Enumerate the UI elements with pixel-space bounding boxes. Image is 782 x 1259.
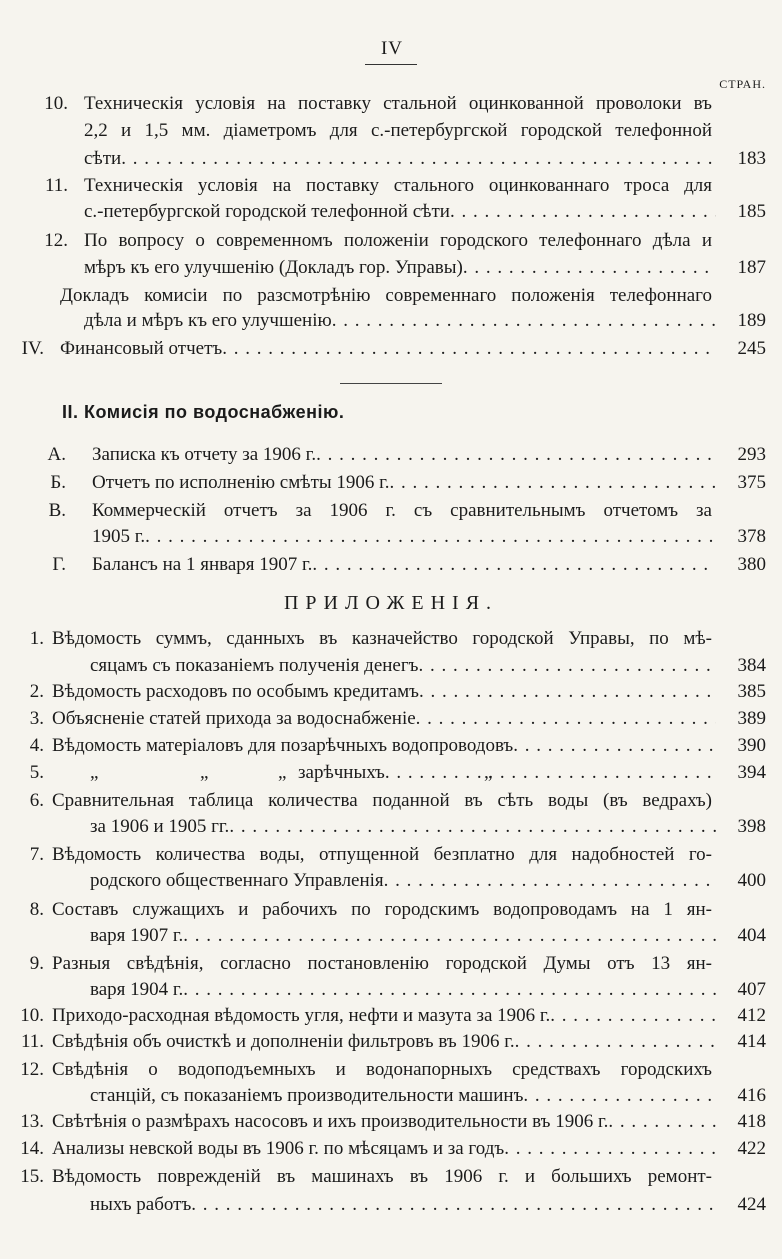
entry-leader-line: Балансъ на 1 января 1907 г. . . . xyxy=(92,550,716,580)
entry-leader-line: дѣла и мѣръ къ его улучшенію . . . xyxy=(84,306,716,336)
entry-number: IV. xyxy=(21,338,44,359)
entry-page: 389 xyxy=(737,708,766,729)
entry-leader-line: Записка къ отчету за 1906 г. . . . xyxy=(92,440,716,470)
entry-page: 380 xyxy=(737,554,766,575)
entry-number: 15. xyxy=(20,1166,44,1187)
ditto-mark: „ xyxy=(90,762,99,783)
entry-text-line: 2,2 и 1,5 мм. діаметромъ для с.-петербургской городской телефонной xyxy=(84,120,712,141)
appendix-heading: ПРИЛОЖЕНІЯ. xyxy=(283,592,499,614)
entry-leader-line: за 1906 и 1905 гг. . . . xyxy=(90,812,716,842)
entry-leader-line: Анализы невской воды въ 1906 г. по мѣсяцамъ и за годъ . . . xyxy=(52,1134,716,1164)
entry-leader-line: Вѣдомость расходовъ по особымъ кредитамъ . . . xyxy=(52,677,716,707)
entry-page: 394 xyxy=(737,762,766,783)
entry-page: 189 xyxy=(737,310,766,331)
entry-number: 1. xyxy=(29,628,44,649)
entry-leader-line: варя 1904 г. . . . xyxy=(90,975,716,1005)
entry-page: 293 xyxy=(737,444,766,465)
entry-number: 10. xyxy=(20,1005,44,1026)
page-number: IV xyxy=(380,38,404,59)
entry-number: Г. xyxy=(52,554,66,575)
entry-text-line: Вѣдомость суммъ, сданныхъ въ казначейство городской Управы, по мѣ- xyxy=(52,628,712,649)
entry-text-line: Вѣдомость количества воды, отпущенной безплатно для надобностей го- xyxy=(52,844,712,865)
entry-number: 12. xyxy=(44,230,68,251)
ditto-mark: „ xyxy=(200,762,209,783)
entry-page: 400 xyxy=(737,870,766,891)
entry-leader-line: Объясненіе статей прихода за водоснабженіе . . . xyxy=(52,704,716,734)
entry-number: 11. xyxy=(20,1031,44,1052)
entry-page: 422 xyxy=(737,1138,766,1159)
entry-number: 9. xyxy=(29,953,44,974)
entry-leader-line: станцій, съ показаніемъ производительности машинъ . . . xyxy=(90,1081,716,1111)
ditto-mark: „ xyxy=(484,762,493,783)
entry-leader-line: варя 1907 г. . . . xyxy=(90,921,716,951)
section-separator xyxy=(340,383,442,384)
entry-leader-line: родского общественнаго Управленія . . . xyxy=(90,866,716,896)
entry-page: 183 xyxy=(737,148,766,169)
entry-leader-line: 1905 г. . . . xyxy=(92,522,716,552)
entry-page: 375 xyxy=(737,472,766,493)
entry-leader-line: Вѣдомость матеріаловъ для позарѣчныхъ водопроводовъ . . . xyxy=(52,731,716,761)
entry-text-line: Техническія условія на поставку стального оцинкованнаго троса для xyxy=(84,175,712,196)
entry-text-line: Вѣдомость поврежденій въ машинахъ въ 1906 г. и большихъ ремонт- xyxy=(52,1166,712,1187)
entry-page: 424 xyxy=(737,1194,766,1215)
entry-text-line: Свѣдѣнія о водоподъемныхъ и водонапорныхъ средствахъ городскихъ xyxy=(52,1059,712,1080)
entry-leader-line: Свѣтѣнія о размѣрахъ насосовъ и ихъ производительности въ 1906 г. . . . xyxy=(52,1107,716,1137)
entry-number: 2. xyxy=(29,681,44,702)
entry-number: 11. xyxy=(44,175,68,196)
entry-number: 8. xyxy=(29,899,44,920)
entry-number: 12. xyxy=(20,1059,44,1080)
entry-number: 13. xyxy=(20,1111,44,1132)
entry-number: В. xyxy=(48,500,66,521)
entry-page: 398 xyxy=(737,816,766,837)
page-column-label: СТРАН. xyxy=(719,77,766,91)
entry-text-line: Разныя свѣдѣнія, согласно постановленію городской Думы отъ 13 ян- xyxy=(52,953,712,974)
entry-page: 418 xyxy=(737,1111,766,1132)
section-title: II. Комисія по водоснабженію. xyxy=(62,402,345,422)
entry-number: 6. xyxy=(29,790,44,811)
entry-leader-line: сѣти . . . xyxy=(84,144,716,174)
entry-page: 407 xyxy=(737,979,766,1000)
entry-text-line: Сравнительная таблица количества поданной въ сѣть воды (въ ведрахъ) xyxy=(52,790,712,811)
entry-number: 7. xyxy=(29,844,44,865)
entry-page: 384 xyxy=(737,655,766,676)
entry-page: 185 xyxy=(737,201,766,222)
entry-number: 5. xyxy=(29,762,44,783)
entry-leader-line: сяцамъ съ показаніемъ полученія денегъ . . . xyxy=(90,651,716,681)
entry-text-line: Докладъ комисіи по разсмотрѣнію современнаго положенія телефоннаго xyxy=(60,285,712,306)
entry-text-line: Составъ служащихъ и рабочихъ по городскимъ водопроводамъ на 1 ян- xyxy=(52,899,712,920)
entry-text-line: Техническія условія на поставку стальной оцинкованной проволоки въ xyxy=(84,93,712,114)
entry-number: А. xyxy=(47,444,66,465)
entry-page: 385 xyxy=(737,681,766,702)
entry-leader-line: Финансовый отчетъ . . . xyxy=(60,334,716,364)
entry-page: 404 xyxy=(737,925,766,946)
entry-leader-line: Приходо-расходная вѣдомость угля, нефти и мазута за 1906 г. . . . xyxy=(52,1001,716,1031)
entry-page: 378 xyxy=(737,526,766,547)
entry-page: 412 xyxy=(737,1005,766,1026)
entry-number: 10. xyxy=(44,93,68,114)
entry-number: 3. xyxy=(29,708,44,729)
entry-page: 414 xyxy=(737,1031,766,1052)
entry-number: 4. xyxy=(29,735,44,756)
ditto-mark: „ xyxy=(278,762,287,783)
entry-leader-line: Свѣдѣнія объ очисткѣ и дополненіи фильтровъ въ 1906 г. . . . xyxy=(52,1027,716,1057)
entry-leader-line: с.-петербургской городской телефонной сѣти . . . xyxy=(84,197,716,227)
entry-page: 390 xyxy=(737,735,766,756)
entry-leader-line: зарѣчныхъ . . . xyxy=(298,758,716,788)
entry-leader-line: мѣръ къ его улучшенію (Докладъ гор. Управы) . . . xyxy=(84,253,716,283)
entry-page: 187 xyxy=(737,257,766,278)
entry-text-line: По вопросу о современномъ положеніи городского телефоннаго дѣла и xyxy=(84,230,712,251)
entry-leader-line: ныхъ работъ . . . xyxy=(90,1190,716,1220)
entry-number: 14. xyxy=(20,1138,44,1159)
entry-leader-line: Отчетъ по исполненію смѣты 1906 г. . . . xyxy=(92,468,716,498)
entry-text-line: Коммерческій отчетъ за 1906 г. съ сравнительнымъ отчетомъ за xyxy=(92,500,712,521)
entry-number: Б. xyxy=(50,472,66,493)
entry-page: 416 xyxy=(737,1085,766,1106)
page-number-rule xyxy=(365,64,417,65)
entry-page: 245 xyxy=(737,338,766,359)
